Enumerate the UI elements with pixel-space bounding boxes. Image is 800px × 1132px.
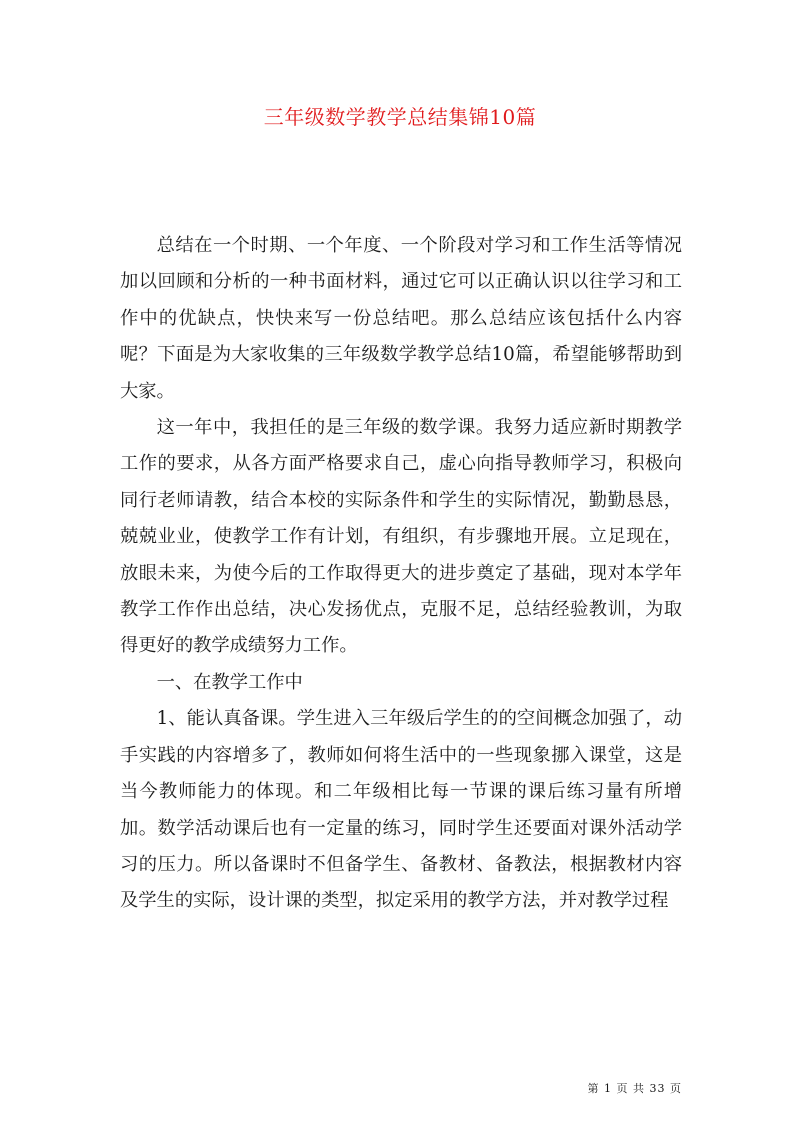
page-number-footer: 第 1 页 共 33 页 bbox=[587, 1082, 682, 1095]
paragraph-summary: 这一年中，我担任的是三年级的数学课。我努力适应新时期教学工作的要求，从各方面严格要求自己，虚心向指导教师学习，积极向同行老师请教，结合本校的实际条件和学生的实际情况，勤勤恳恳，兢兢业业，使教学工作有计划，有组织，有步骤地开展。立足现在，放眼未来，为使今后的工作取得更大的进步奠定了基础，现对本学年教学工作作出总结，决心发扬优点，克服不足，总结经验教训，为取得更好的教学成绩努力工作。 bbox=[120, 417, 682, 657]
document-title: 三年级数学教学总结集锦10篇 bbox=[263, 105, 537, 129]
section-heading-teaching-work: 一、在教学工作中 bbox=[156, 671, 303, 693]
paragraph-lesson-preparation: 1、能认真备课。学生进入三年级后学生的的空间概念加强了，动手实践的内容增多了，教师如何将生活中的一些现象挪入课堂，这是当今教师能力的体现。和二年级相比每一节课的课后练习量有所增加。数学活动课后也有一定量的练习，同时学生还要面对课外活动学习的压力。所以备课时不但备学生、备教材、备教法，根据教材内容及学生的实际，设计课的类型，拟定采用的教学方法，并对教学过程 bbox=[120, 708, 682, 912]
paragraph-intro: 总结在一个时期、一个年度、一个阶段对学习和工作生活等情况加以回顾和分析的一种书面材料，通过它可以正确认识以往学习和工作中的优缺点，快快来写一份总结吧。那么总结应该包括什么内容呢？下面是为大家收集的三年级数学教学总结10篇，希望能够帮助到大家。 bbox=[120, 235, 682, 402]
document-body bbox=[120, 228, 682, 920]
